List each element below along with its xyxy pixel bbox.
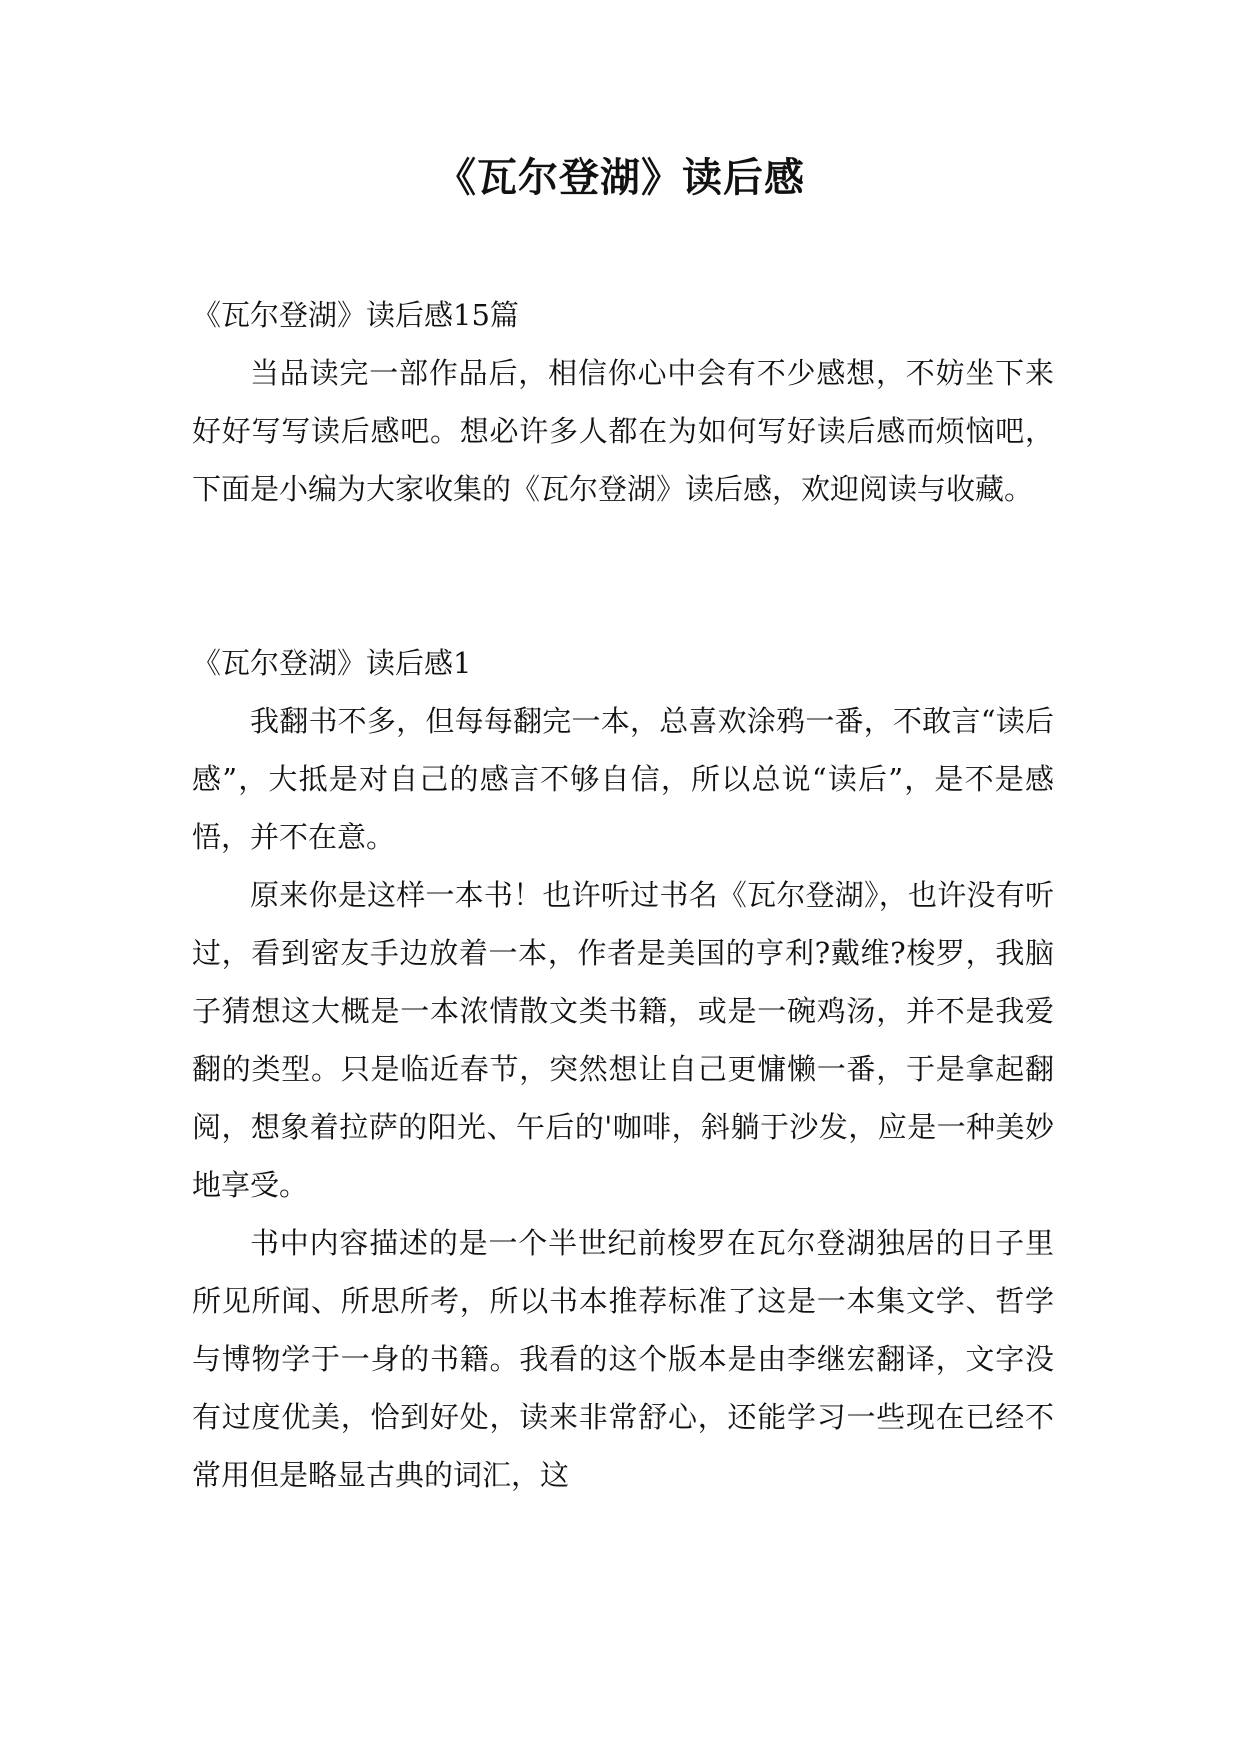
body-paragraph-2: 原来你是这样一本书！也许听过书名《瓦尔登湖》，也许没有听过，看到密友手边放着一本，作者是美国的亨利?戴维?梭罗，我脑子猜想这大概是一本浓情散文类书籍，或是一碗鸡汤，并不是我爱翻的类型。只是临近春节，突然想让自己更慵懒一番，于是拿起翻阅，想象着拉萨的阳光、午后的'咖啡，斜躺于沙发，应是一种美妙地享受。 [192, 878, 1054, 1202]
intro-paragraph: 当品读完一部作品后，相信你心中会有不少感想，不妨坐下来好好写写读后感吧。想必许多人都在为如何写好读后感而烦恼吧，下面是小编为大家收集的《瓦尔登湖》读后感，欢迎阅读与收藏。 [192, 356, 1054, 506]
document-title: 《瓦尔登湖》读后感 [436, 155, 805, 201]
section-heading-1: 《瓦尔登湖》读后感1 [192, 646, 472, 680]
section-heading-intro: 《瓦尔登湖》读后感15篇 [192, 298, 519, 332]
section-spacer [192, 518, 1054, 634]
body-paragraph-1: 我翻书不多，但每每翻完一本，总喜欢涂鸦一番，不敢言“读后感”，大抵是对自己的感言不够自信，所以总说“读后”，是不是感悟，并不在意。 [192, 704, 1054, 854]
document-body [192, 286, 1054, 1504]
body-paragraph-3: 书中内容描述的是一个半世纪前梭罗在瓦尔登湖独居的日子里所见所闻、所思所考，所以书本推荐标准了这是一本集文学、哲学与博物学于一身的书籍。我看的这个版本是由李继宏翻译，文字没有过度优美，恰到好处，读来非常舒心，还能学习一些现在已经不常用但是略显古典的词汇，这 [192, 1226, 1054, 1492]
